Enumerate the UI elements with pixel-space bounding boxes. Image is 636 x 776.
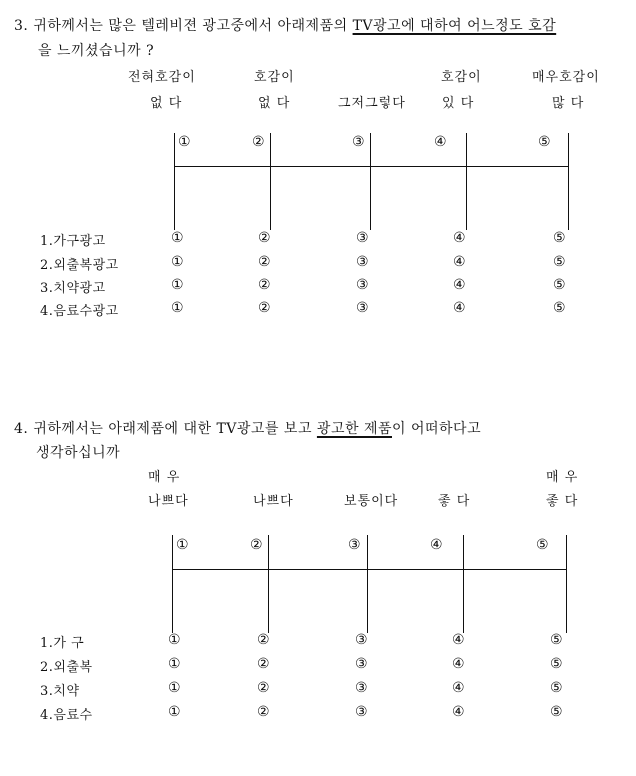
q3-label-bottom-2: 없 다	[258, 96, 291, 111]
q4-label-top-1: 매 우	[148, 470, 181, 485]
q3-item4-option-3[interactable]: ③	[356, 300, 369, 316]
q3-heading	[14, 15, 556, 35]
q4-label-bottom-4: 좋 다	[438, 494, 471, 509]
q3-item-label: 1.가구광고	[40, 234, 106, 249]
q3-label-top-5: 매우호감이	[532, 70, 600, 85]
q4-scale-num-3: ③	[348, 537, 361, 553]
q3-label-top-2: 호감이	[254, 70, 295, 85]
q4-item4-option-1[interactable]: ①	[168, 704, 181, 720]
q3-scale-tick-2	[270, 133, 271, 230]
q4-item1-option-4[interactable]: ④	[452, 632, 465, 648]
q3-scale-tick-1	[174, 133, 175, 230]
q4-scale-num-5: ⑤	[536, 537, 549, 553]
q4-item-label: 1.가 구	[40, 636, 85, 651]
q3-scale-tick-3	[370, 133, 371, 230]
q4-item2-option-3[interactable]: ③	[355, 656, 368, 672]
q4-item-label: 3.치약	[40, 684, 80, 699]
q4-label-bottom-1: 나쁘다	[148, 494, 189, 509]
q4-item2-option-2[interactable]: ②	[257, 656, 270, 672]
q4-item2-option-1[interactable]: ①	[168, 656, 181, 672]
q3-item2-option-3[interactable]: ③	[356, 254, 369, 270]
q3-item1-option-3[interactable]: ③	[356, 230, 369, 246]
q4-item1-option-1[interactable]: ①	[168, 632, 181, 648]
q4-label-bottom-3: 보통이다	[344, 494, 399, 509]
q3-item4-option-4[interactable]: ④	[453, 300, 466, 316]
q4-item4-option-3[interactable]: ③	[355, 704, 368, 720]
q4-item3-option-2[interactable]: ②	[257, 680, 270, 696]
q3-item2-option-5[interactable]: ⑤	[553, 254, 566, 270]
q3-item1-option-4[interactable]: ④	[453, 230, 466, 246]
q3-item2-option-4[interactable]: ④	[453, 254, 466, 270]
q3-label-bottom-5: 많 다	[552, 96, 585, 111]
q3-label-bottom-4: 있 다	[442, 96, 475, 111]
q3-item1-option-2[interactable]: ②	[258, 230, 271, 246]
q3-item2-option-1[interactable]: ①	[171, 254, 184, 270]
q4-scale-tick-5	[566, 535, 567, 633]
q4-item2-option-5[interactable]: ⑤	[550, 656, 563, 672]
q3-item3-option-5[interactable]: ⑤	[553, 277, 566, 293]
q4-item1-option-2[interactable]: ②	[257, 632, 270, 648]
q4-label-bottom-2: 나쁘다	[253, 494, 294, 509]
q3-item3-option-3[interactable]: ③	[356, 277, 369, 293]
q3-label-top-4: 호감이	[441, 70, 482, 85]
q3-item3-option-2[interactable]: ②	[258, 277, 271, 293]
q3-number: 3.	[14, 18, 29, 34]
q3-label-bottom-3: 그저그렇다	[338, 96, 406, 111]
q3-scale-num-2: ②	[252, 134, 265, 150]
q4-scale-tick-4	[463, 535, 464, 633]
q4-number: 4.	[14, 421, 29, 437]
q3-item2-option-2[interactable]: ②	[258, 254, 271, 270]
q4-scale-axis	[172, 569, 567, 570]
q3-scale-axis	[174, 166, 569, 167]
q4-scale-num-2: ②	[250, 537, 263, 553]
q3-item4-option-1[interactable]: ①	[171, 300, 184, 316]
q4-text-d: 생각하십니까	[36, 445, 121, 461]
q3-scale-num-1: ①	[178, 134, 191, 150]
q4-item4-option-4[interactable]: ④	[452, 704, 465, 720]
q4-scale-tick-3	[367, 535, 368, 633]
q3-text-a: 귀하께서는 많은 텔레비젼 광고중에서 아래제품의	[33, 18, 353, 34]
q4-item3-option-3[interactable]: ③	[355, 680, 368, 696]
q4-item3-option-4[interactable]: ④	[452, 680, 465, 696]
q4-item1-option-5[interactable]: ⑤	[550, 632, 563, 648]
q4-item2-option-4[interactable]: ④	[452, 656, 465, 672]
q4-item-label: 2.외출복	[40, 660, 93, 675]
q4-item4-option-2[interactable]: ②	[257, 704, 270, 720]
q4-text-b: 광고한 제품	[316, 421, 392, 437]
q3-label-top-1: 전혀호감이	[128, 70, 196, 85]
q3-item3-option-1[interactable]: ①	[171, 277, 184, 293]
q3-scale-tick-4	[466, 133, 467, 230]
q4-text-c: 이 어떠하다고	[392, 421, 482, 437]
q3-item-label: 2.외출복광고	[40, 258, 119, 273]
q4-item1-option-3[interactable]: ③	[355, 632, 368, 648]
q3-item1-option-5[interactable]: ⑤	[553, 230, 566, 246]
q4-text-a: 귀하께서는 아래제품에 대한 TV광고를 보고	[33, 421, 317, 437]
q3-item-label: 4.음료수광고	[40, 304, 119, 319]
q4-label-top-5: 매 우	[546, 470, 579, 485]
q3-item4-option-2[interactable]: ②	[258, 300, 271, 316]
q4-scale-tick-1	[172, 535, 173, 633]
q3-text-c: 을 느끼셨습니까 ?	[38, 43, 155, 59]
q3-scale-num-3: ③	[352, 134, 365, 150]
q3-scale-tick-5	[568, 133, 569, 230]
q4-label-bottom-5: 좋 다	[546, 494, 579, 509]
q3-item4-option-5[interactable]: ⑤	[553, 300, 566, 316]
q4-scale-num-1: ①	[176, 537, 189, 553]
q3-scale-num-4: ④	[434, 134, 447, 150]
q4-scale-num-4: ④	[430, 537, 443, 553]
q4-item3-option-5[interactable]: ⑤	[550, 680, 563, 696]
q3-scale-num-5: ⑤	[538, 134, 551, 150]
q3-item3-option-4[interactable]: ④	[453, 277, 466, 293]
q4-heading	[14, 418, 481, 438]
q3-item-label: 3.치약광고	[40, 281, 106, 296]
q4-scale-tick-2	[268, 535, 269, 633]
q3-item1-option-1[interactable]: ①	[171, 230, 184, 246]
q4-item-label: 4.음료수	[40, 708, 93, 723]
q3-label-bottom-1: 없 다	[150, 96, 183, 111]
q4-item4-option-5[interactable]: ⑤	[550, 704, 563, 720]
q3-text-b: TV광고에 대하여 어느정도 호감	[352, 18, 557, 34]
q4-item3-option-1[interactable]: ①	[168, 680, 181, 696]
